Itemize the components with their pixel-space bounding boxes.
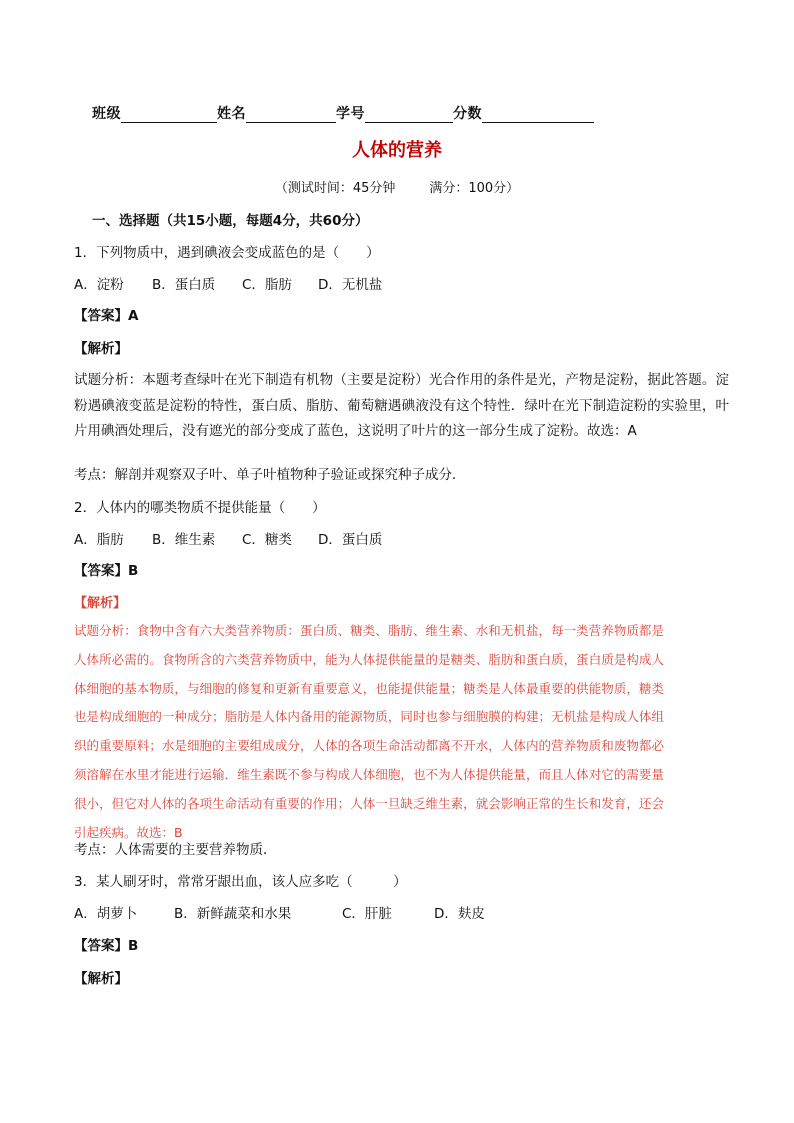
- q2-analysis-label: 【解析】: [74, 596, 127, 611]
- q1-option-d: D．无机盐: [318, 277, 383, 293]
- name-blank[interactable]: [246, 108, 336, 123]
- q1-analysis-label: 【解析】: [74, 341, 128, 357]
- q1-option-a: A．淀粉: [74, 277, 124, 293]
- q1-option-b: B．蛋白质: [152, 277, 216, 293]
- q2-option-a: A．脂肪: [74, 532, 124, 548]
- q3-answer: 【答案】B: [74, 938, 139, 954]
- test-meta: [0, 177, 794, 196]
- score-blank[interactable]: [482, 108, 594, 123]
- q2-option-c: C．糖类: [242, 532, 292, 548]
- number-label: 学号: [336, 106, 365, 122]
- q1-option-c: C．脂肪: [242, 277, 292, 293]
- q2-point: 考点：人体需要的主要营养物质．: [74, 842, 277, 858]
- q3-options: [74, 902, 485, 922]
- q1-stem: 1．下列物质中，遇到碘液会变成蓝色的是（ ）: [74, 245, 380, 261]
- section-heading: 一、选择题（共15小题，每题4分，共60分）: [92, 213, 369, 229]
- q2-stem: 2．人体内的哪类物质不提供能量（ ）: [74, 500, 326, 516]
- q2-answer: 【答案】B: [74, 563, 139, 579]
- q2-options: [74, 528, 382, 548]
- name-label: 姓名: [217, 106, 246, 122]
- q2-option-b: B．维生素: [152, 532, 216, 548]
- number-blank[interactable]: [365, 108, 453, 123]
- q1-answer: 【答案】A: [74, 308, 139, 324]
- q1-point: 考点：解剖并观察双子叶、单子叶植物种子验证或探究种子成分．: [74, 467, 466, 483]
- q2-analysis: 试题分析：食物中含有六大类营养物质：蛋白质、糖类、脂肪、维生素、水和无机盐，每一类营养物质都是人体所必需的。食物所含的六类营养物质中，能为人体提供能量的是糖类、脂肪和蛋白质，蛋白质是构成人体细胞的基本物质，与细胞的修复和更新有重要意义，也能提供能量；糖类是人体最重要的供能物质，糖类也是构成细胞的一种成分；脂肪是人体内备用的能源物质，同时也参与细胞膜的构建；无机盐是构成人体组织的重要原料；水是细胞的主要组成成分，人体的各项生命活动都离不开水，人体内的营养物质和废物都必须溶解在水里才能进行运输．维生素既不参与构成人体细胞，也不为人体提供能量，而且人体对它的需要量很小，但它对人体的各项生命活动有重要的作用；人体一旦缺乏维生素，就会影响正常的生长和发育，还会引起疾病。故选：B: [74, 623, 664, 840]
- q3-option-a: A．胡萝卜: [74, 906, 138, 922]
- q3-analysis-label: 【解析】: [74, 971, 128, 987]
- class-label: 班级: [92, 106, 121, 122]
- student-info-line: [92, 103, 594, 123]
- full-score: 满分：100分）: [429, 181, 520, 196]
- test-time: （测试时间：45分钟: [274, 181, 396, 196]
- q3-option-d: D．麸皮: [434, 906, 485, 922]
- q2-option-d: D．蛋白质: [318, 532, 383, 548]
- q1-options: [74, 273, 382, 293]
- q3-option-c: C．肝脏: [342, 906, 392, 922]
- q1-analysis: 试题分析：本题考查绿叶在光下制造有机物（主要是淀粉）光合作用的条件是光，产物是淀粉，据此答题。淀粉遇碘液变蓝是淀粉的特性，蛋白质、脂肪、葡萄糖遇碘液没有这个特性．绿叶在光下制造淀粉的实验里，叶片用碘酒处理后，没有遮光的部分变成了蓝色，这说明了叶片的这一部分生成了淀粉。故选：A: [74, 372, 729, 439]
- score-label: 分数: [453, 106, 482, 122]
- page-title: 人体的营养: [352, 140, 442, 161]
- class-blank[interactable]: [121, 108, 217, 123]
- q3-stem: 3．某人刷牙时，常常牙龈出血，该人应多吃（ ）: [74, 874, 407, 890]
- q3-option-b: B．新鲜蔬菜和水果: [174, 906, 292, 922]
